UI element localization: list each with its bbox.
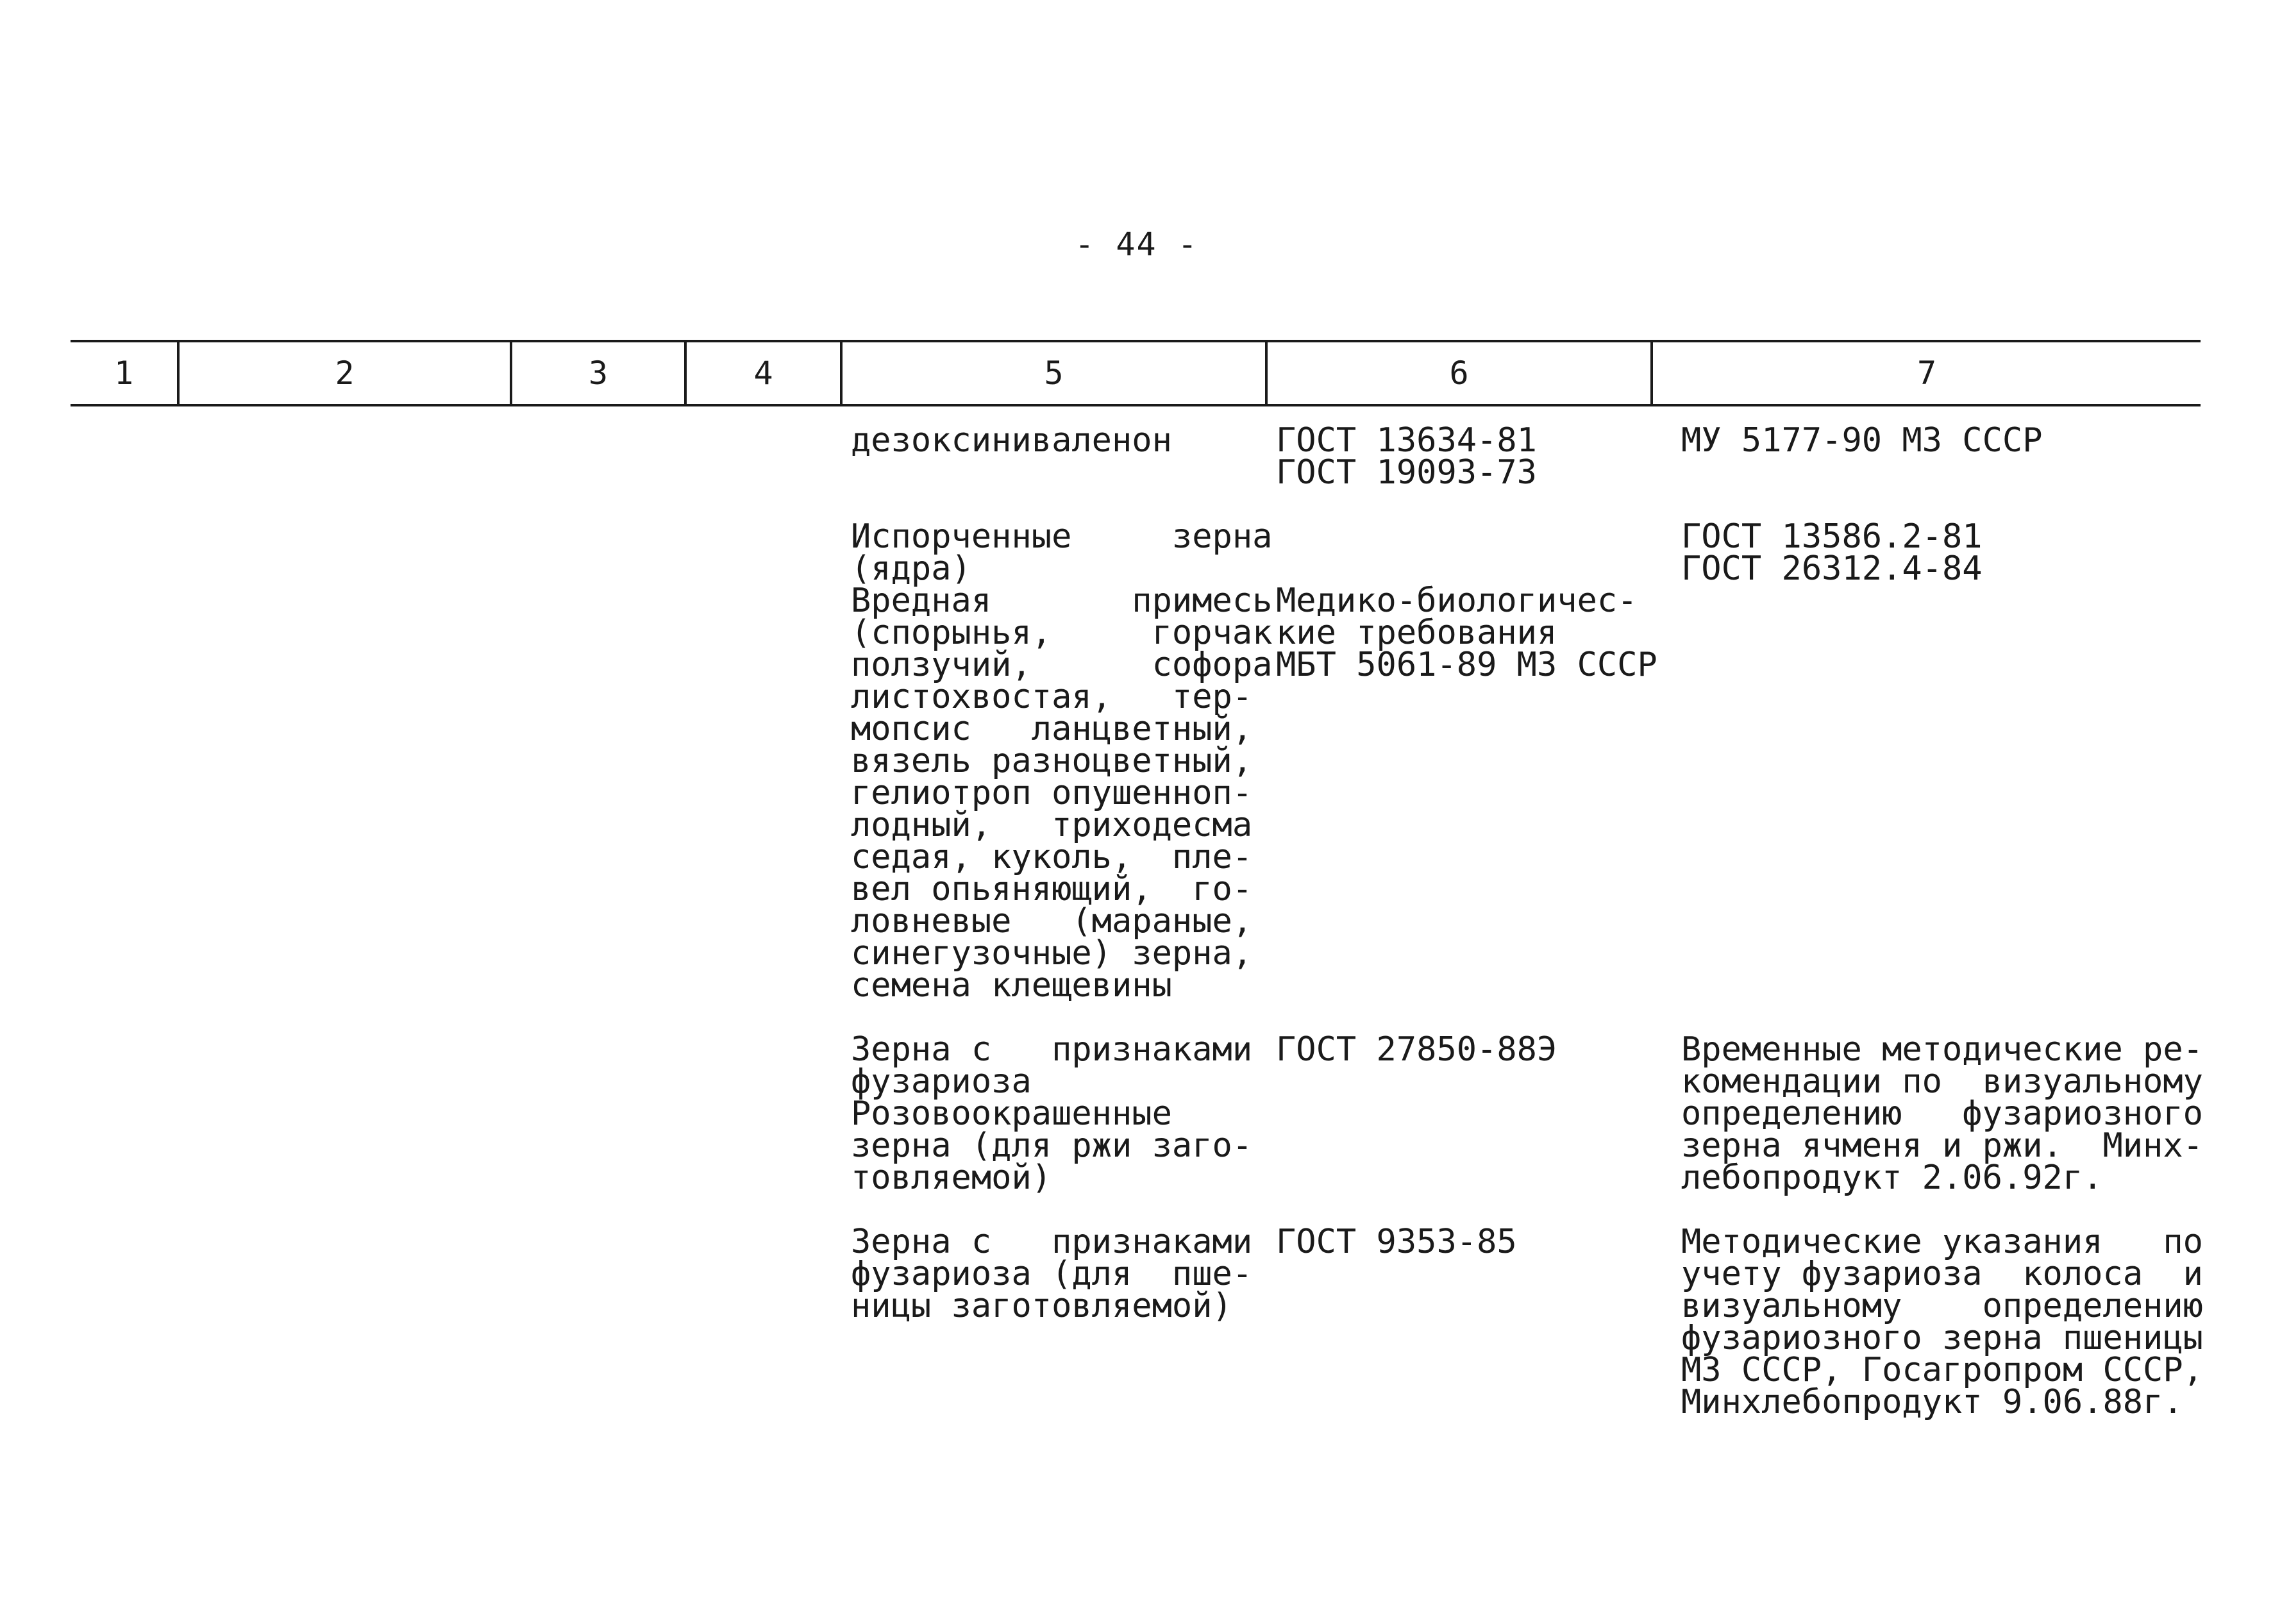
row2-method: ГОСТ 13586.2-81 ГОСТ 26312.4-84 bbox=[1681, 517, 1983, 588]
row1-standard: ГОСТ 13634-81 ГОСТ 19093-73 bbox=[1276, 421, 1537, 492]
row2-indicator: Испорченные зерна (ядра) Вредная примесь (спорынья, горчак ползучий, софора листохвостая, тер- мопсис ланцветный, вязель разноцветный, гелиотроп опушенноп- лодный, триходесма седая, куколь, пле- вел опьяняющий, го- ловневые (мараные, синегузочные) зерна, семена клещевины bbox=[851, 517, 1273, 1005]
page-number: - 44 - bbox=[1075, 226, 1198, 263]
row4-standard: ГОСТ 9353-85 bbox=[1276, 1223, 1517, 1261]
row4-indicator: Зерна с признаками фузариоза (для пше- ницы заготовляемой) bbox=[851, 1223, 1253, 1325]
column-header-4: 4 bbox=[753, 355, 773, 392]
row1-method: МУ 5177-90 МЗ СССР bbox=[1681, 421, 2043, 460]
column-header-5: 5 bbox=[1044, 355, 1064, 392]
column-header-1: 1 bbox=[113, 355, 134, 392]
table-top-border bbox=[71, 340, 2201, 342]
column-header-2: 2 bbox=[335, 355, 355, 392]
column-header-6: 6 bbox=[1449, 355, 1469, 392]
row1-indicator: дезоксиниваленон bbox=[851, 421, 1172, 460]
column-header-7: 7 bbox=[1917, 355, 1937, 392]
row3-indicator: Зерна с признаками фузариоза Розовоокрашенные зерна (для ржи заго- товляемой) bbox=[851, 1030, 1253, 1197]
header-bottom-border bbox=[71, 404, 2201, 406]
row4-method: Методические указания по учету фузариоза колоса и визуальному определению фузариозного зерна пшеницы МЗ СССР, Госагропром СССР, Минхлебопродукт 9.06.88г. bbox=[1681, 1223, 2203, 1421]
row2-standard: Медико-биологичес- кие требования МБТ 5061-89 МЗ СССР bbox=[1276, 582, 1657, 684]
row3-method: Временные методические ре- комендации по визуальному определению фузариозного зерна ячменя и ржи. Минх- лебопродукт 2.06.92г. bbox=[1681, 1030, 2203, 1197]
column-header-3: 3 bbox=[588, 355, 608, 392]
row3-standard: ГОСТ 27850-88Э bbox=[1276, 1030, 1557, 1069]
